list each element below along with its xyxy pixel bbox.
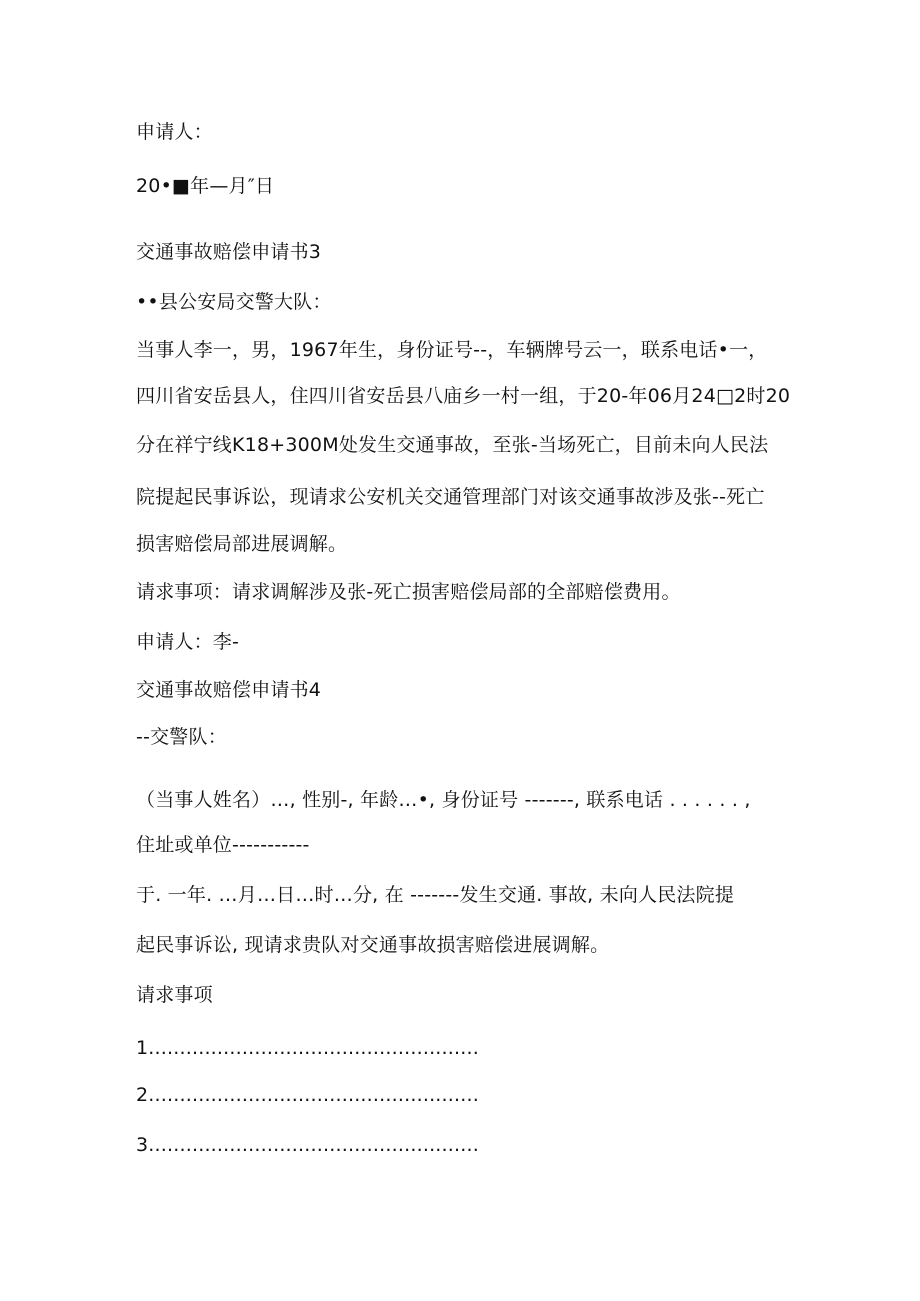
form-line: （当事人姓名）…, 性别-, 年龄…•, 身份证号 -------, 联系电话 . . . . . . ,: [136, 789, 751, 811]
applicant-signature: 申请人：李-: [136, 631, 240, 653]
request-item: 2.....................................................: [136, 1084, 479, 1106]
section-title-4: 交通事故赔偿申请书4: [136, 679, 322, 701]
form-line: 住址或单位-----------: [136, 834, 310, 856]
section-title-3: 交通事故赔偿申请书3: [136, 241, 322, 263]
body-line: 当事人李一，男，1967年生，身份证号--，车辆牌号云一，联系电话•一，: [136, 339, 768, 361]
date-line: 20•■年—月″日: [136, 175, 275, 197]
body-line: 院提起民事诉讼，现请求公安机关交通管理部门对该交通事故涉及张--死亡: [136, 486, 765, 508]
applicant-label: 申请人：: [136, 121, 213, 143]
addressee-4: --交警队：: [136, 726, 227, 748]
request-items-3: 请求事项：请求调解涉及张-死亡损害赔偿局部的全部赔偿费用。: [136, 581, 681, 603]
request-items-heading: 请求事项: [136, 984, 213, 1006]
form-line: 起民事诉讼, 现请求贵队对交通事故损害赔偿进展调解。: [136, 934, 610, 956]
addressee-3: ••县公安局交警大队：: [136, 291, 332, 313]
request-item: 1.....................................................: [136, 1037, 479, 1059]
form-line: 于. 一年. …月…日…时…分, 在 -------发生交通. 事故, 未向人民法院提: [136, 884, 735, 906]
body-line: 损害赔偿局部进展调解。: [136, 533, 348, 555]
body-line: 分在祥宁线K18+300M处发生交通事故，至张-当场死亡，目前未向人民法: [136, 434, 769, 456]
body-line: 四川省安岳县人，住四川省安岳县八庙乡一村一组，于20-年06月24□2时20: [136, 385, 791, 407]
request-item: 3.....................................................: [136, 1134, 479, 1156]
